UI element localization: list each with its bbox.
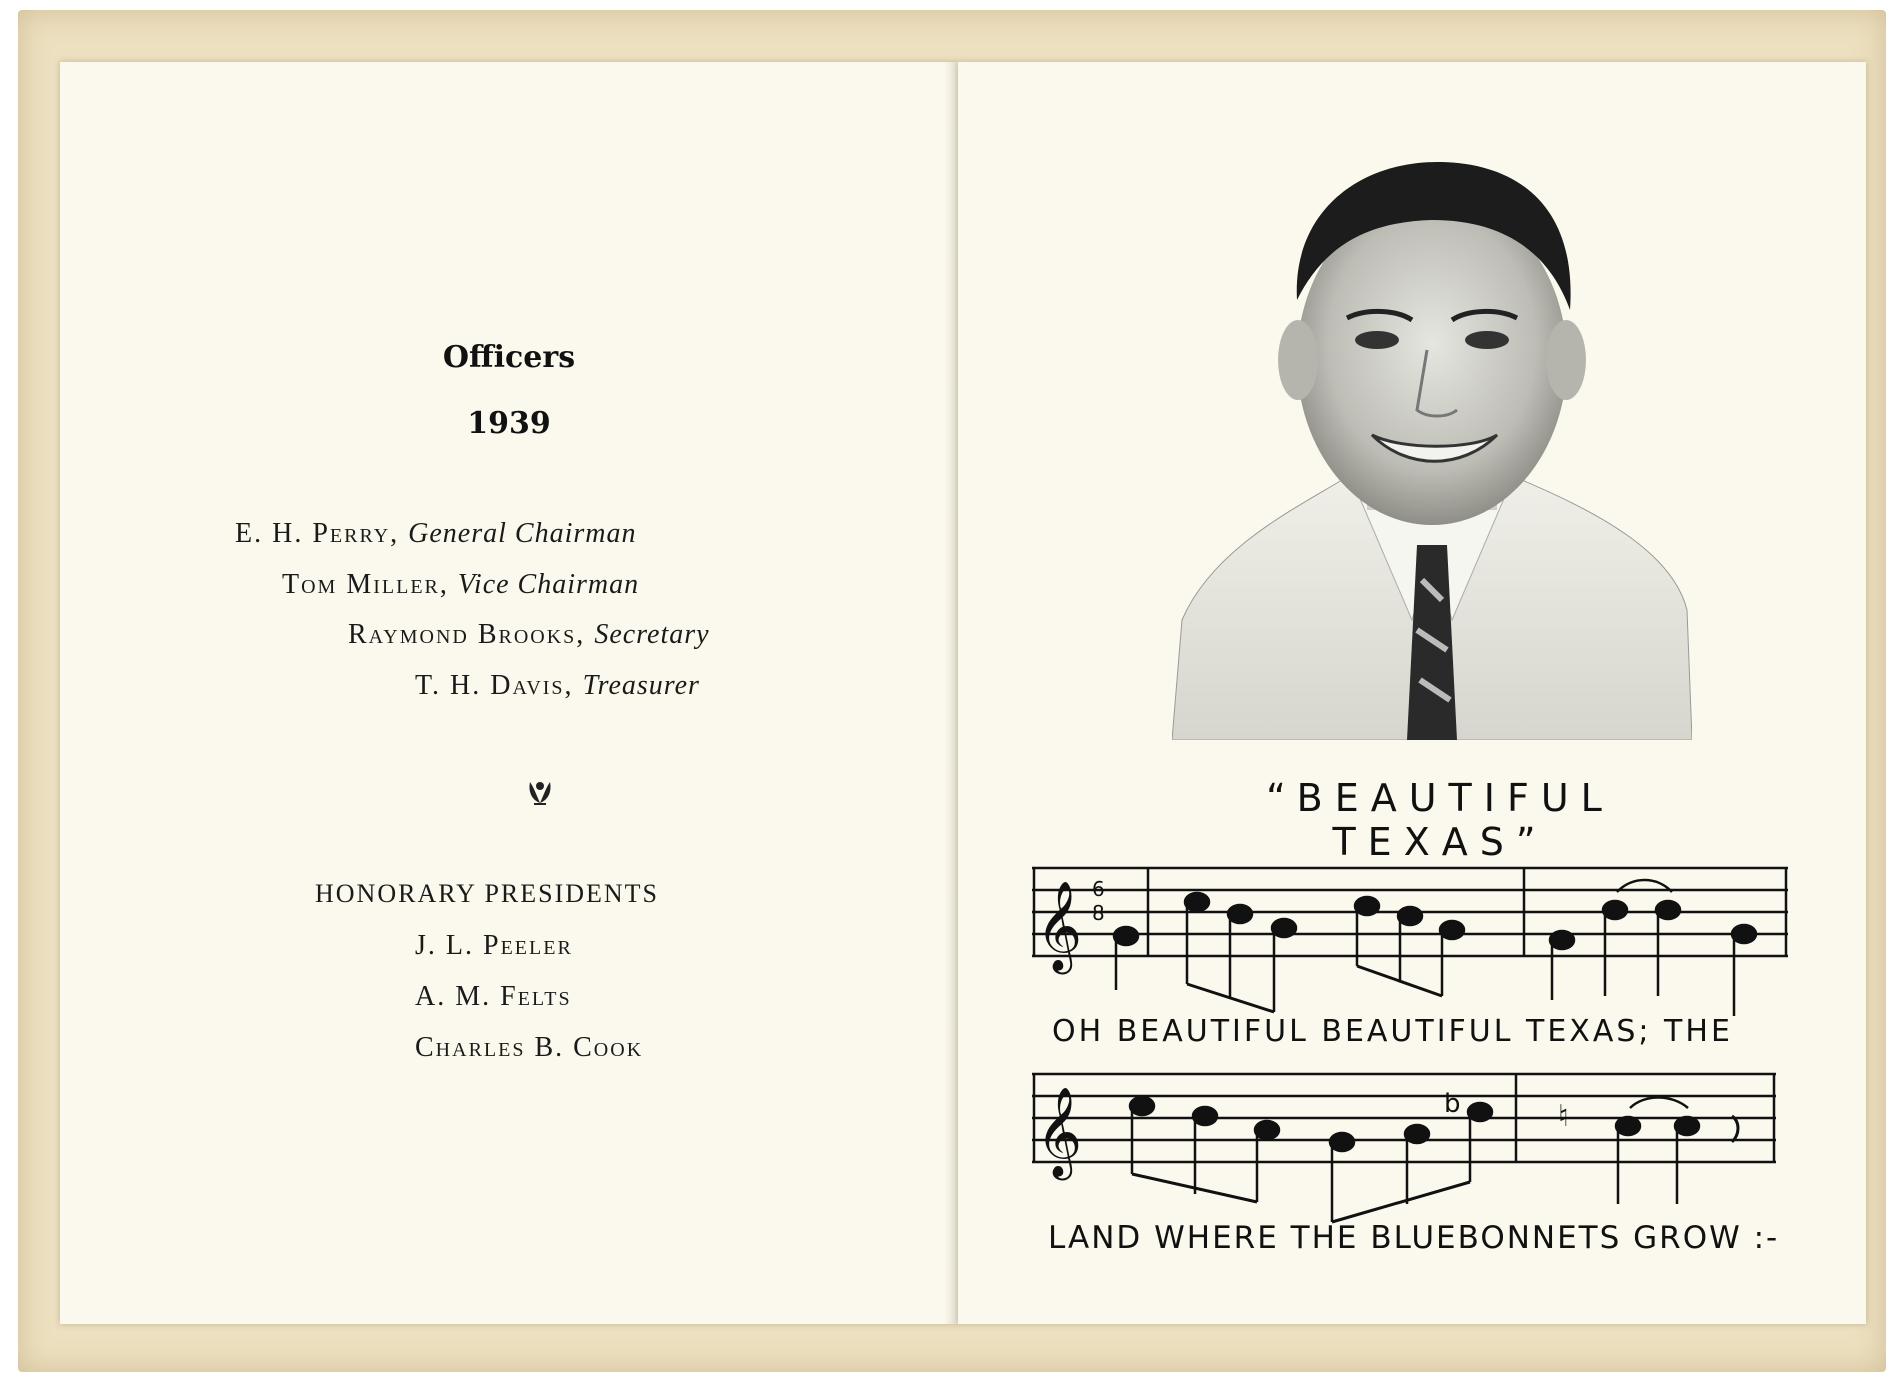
lyric-line-2: LAND WHERE THE BLUEBONNETS GROW :- <box>1048 1220 1780 1256</box>
officer-role: Treasurer <box>582 670 700 701</box>
flat-sign: b <box>1444 1089 1461 1119</box>
natural-sign: ♮ <box>1558 1099 1569 1134</box>
officer-name: T. H. Davis, <box>415 670 574 701</box>
song-title: “BEAUTIFUL TEXAS” <box>1266 776 1614 864</box>
officer-name: E. H. Perry, <box>235 518 400 549</box>
treble-clef-icon: 𝄞 <box>1036 881 1083 971</box>
officer-line <box>348 619 710 651</box>
officer-role: Secretary <box>594 619 710 650</box>
time-signature-bottom: 8 <box>1092 901 1105 925</box>
officer-role: General Chairman <box>408 518 637 549</box>
music-staff-2 <box>1032 1072 1792 1232</box>
time-signature-top: 6 <box>1092 877 1105 901</box>
officer-name: Raymond Brooks, <box>348 619 586 650</box>
left-page <box>60 62 958 1324</box>
officer-name: Tom Miller, <box>282 569 449 600</box>
treble-clef-icon: 𝄞 <box>1036 1087 1083 1177</box>
portrait-photo <box>1172 150 1692 740</box>
honorary-president: Charles B. Cook <box>415 1032 644 1063</box>
officers-year: 1939 <box>467 406 551 441</box>
officers-heading: Officers <box>442 340 576 375</box>
lyric-line-1: OH BEAUTIFUL BEAUTIFUL TEXAS; THE <box>1052 1014 1733 1049</box>
honorary-president: A. M. Felts <box>415 981 572 1012</box>
music-staff-1 <box>1032 866 1792 1036</box>
officer-line <box>415 670 700 702</box>
wreath-ornament-icon <box>524 776 556 806</box>
officer-line <box>282 569 639 601</box>
honorary-president: J. L. Peeler <box>415 930 573 961</box>
honorary-heading: HONORARY PRESIDENTS <box>315 879 660 908</box>
officer-line <box>235 518 636 550</box>
officer-role: Vice Chairman <box>457 569 640 600</box>
